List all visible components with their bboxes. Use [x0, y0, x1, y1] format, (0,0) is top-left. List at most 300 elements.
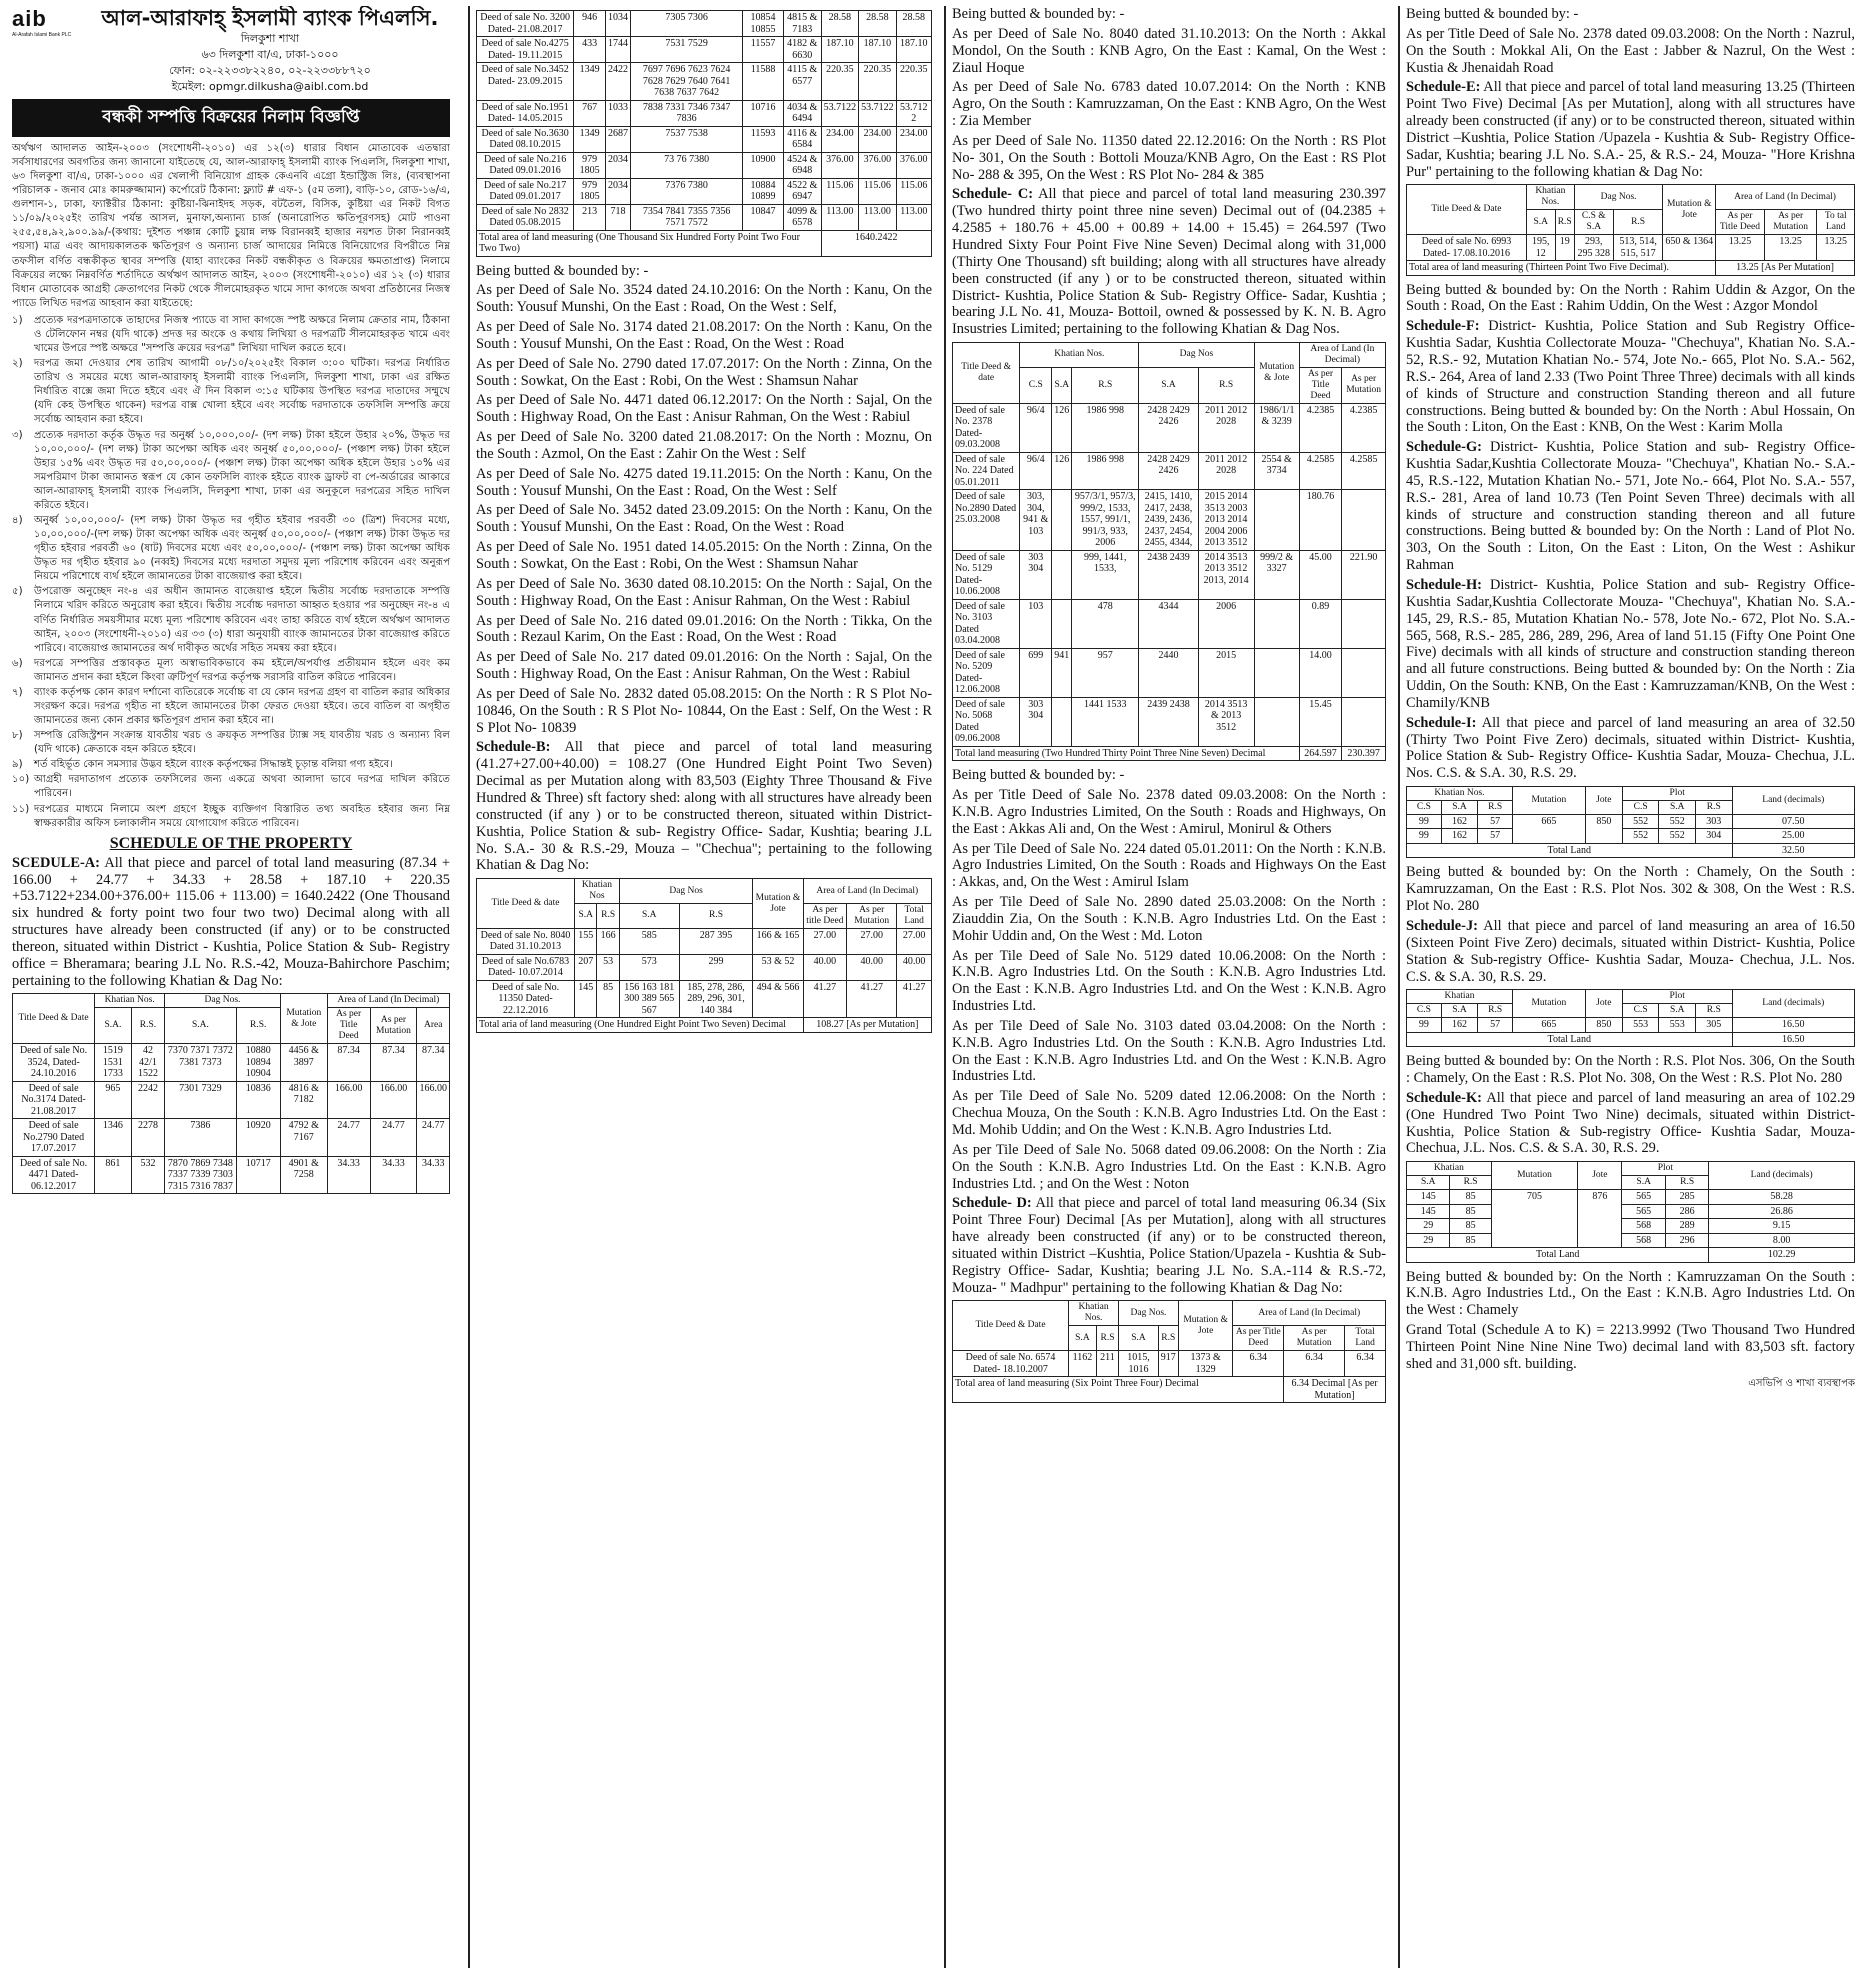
table-cell: 552 [1659, 814, 1696, 829]
table-cell: 4792 & 7167 [280, 1119, 327, 1157]
schedule-c-text: Schedule- C: All that piece and parcel of total land measuring 230.397 (Two hundred thirty point three nine seven) Decimal out of (04.2385 + 4.2585 + 180.76 + 45.00 + 00.89 + 14.00 + 15.45) = 264.597 (Two Hundred Sixty Four Point Five Nine Seven) Decimal along with 31,000 (Thirty One Thousand) sft building; along with all structures have already been constructed (if any ) or to be constructed thereon, situated within District- Kushtia, Police Station & Sub- Registry Office- Sadar, Kushtia ; bearing J.L No. 41, Mouza- Bottoil, owned & possessed by K. N. B. Agro Insustries Limited; pertaining to the following Khatian & Dag Nos. [952, 186, 1386, 338]
table-cell: 7370 7371 7372 7381 7373 [165, 1044, 236, 1082]
table-header-cell: Total Land [897, 904, 932, 929]
table-cell: 213 [574, 204, 606, 230]
bank-header [12, 6, 450, 95]
table-cell: 15.45 [1299, 697, 1341, 746]
table-row [477, 954, 932, 980]
table-cell: 376.00 [896, 152, 931, 178]
table-cell: 296 [1665, 1233, 1708, 1248]
table-cell: 2015 2014 3513 2003 2013 2014 2004 2006 2013 3512 [1198, 490, 1254, 551]
table-cell: 85 [1450, 1204, 1491, 1219]
table-row [477, 100, 932, 126]
table-cell: 85 [597, 980, 619, 1018]
table-cell: 85 [1450, 1190, 1491, 1205]
table-cell: 13.25 [1764, 235, 1817, 261]
column-1 [6, 6, 456, 1968]
table-total-row [1407, 261, 1855, 276]
table-cell: Deed of sale No.1951 Dated- 14.05.2015 [477, 100, 574, 126]
table-cell [1342, 697, 1386, 746]
table-cell: 11588 [743, 63, 784, 101]
table-cell: 34.33 [370, 1156, 417, 1194]
table-cell: 2415, 1410, 2417, 2438, 2439, 2436, 2437, 2454, 2455, 4344, [1139, 490, 1198, 551]
table-cell: 552 [1659, 829, 1696, 844]
table-cell: 2422 [606, 63, 631, 101]
table-cell [1254, 697, 1299, 746]
table-header-cell: Mutation & Jote [1178, 1301, 1233, 1351]
table-header-cell: C.S [1407, 801, 1442, 815]
table-cell: 957/3/1, 957/3, 999/2, 1533, 1557, 991/1, 991/3, 933, 2006 [1072, 490, 1139, 551]
table-header-cell: Land (decimals) [1732, 787, 1854, 815]
table-header-cell: Khatian [1407, 990, 1513, 1004]
table-cell: 4522 & 6947 [783, 178, 821, 204]
table-cell: 10717 [236, 1156, 280, 1194]
table-cell: 1373 & 1329 [1178, 1351, 1233, 1377]
table-cell: 34.33 [327, 1156, 370, 1194]
table-header-cell: Land (decimals) [1709, 1162, 1855, 1190]
table-header-cell: As per Mutation [370, 1008, 417, 1044]
table-cell: 494 & 566 [753, 980, 803, 1018]
table-cell: Deed of sale No.6783 Dated- 10.07.2014 [477, 954, 575, 980]
table-header-cell: S.A. [95, 1008, 132, 1044]
table-header-cell: S.A [1441, 1004, 1478, 1018]
table-cell: 2014 3513 & 2013 3512 [1198, 697, 1254, 746]
condition-item: ৬) দরপত্রে সম্পত্তির প্রস্তাবকৃত মূল্য অস্বাভাবিকভাবে কম হইলে/অপর্যাপ্ত প্রতীয়মান হইলে এবং কম জামানত প্রদান করা হইলে কিংবা ত্রুটিপূর্ণ দরপত্র কর্তৃপক্ষ সরাসরি বাতিল করিতে পারিবেন। [12, 657, 450, 683]
table-cell: 13.25 [As Per Mutation] [1716, 261, 1855, 276]
schedule-e-text: Schedule-E: All that piece and parcel of total land measuring 13.25 (Thirteen Point Two Five) Decimal [As per Mutation], along with all structures have already been constructed (if any) or to be constructed thereon, situated within District –Kushtia, Police Station /Upazela - Kushtia & Sub- Registry Office- Sadar, Kushtia; bearing J.L No. S.A.- 25, & R.S.- 24, Mouza- "Hore Krishna Pur" pertaining to the following khatian & Dag No: [1406, 79, 1855, 180]
table-row [1407, 829, 1855, 844]
table-cell: 2015 [1198, 648, 1254, 697]
bank-name: আল-আরাফাহ্ ইসলামী ব্যাংক পিএলসি. [101, 6, 439, 30]
table-header-cell: As per Mutation [1764, 210, 1817, 235]
table-cell: 11557 [743, 37, 784, 63]
table-cell: 585 [619, 928, 679, 954]
table-row [13, 1044, 450, 1082]
table-header-cell: Khatian Nos. [1407, 787, 1513, 801]
table-cell: 113.00 [821, 204, 859, 230]
table-cell: 187.10 [859, 37, 897, 63]
table-header-cell: R.S [1665, 1176, 1708, 1190]
bound-b-item: As per Deed of Sale No. 8040 dated 31.10.2013: On the North : Akkal Mondol, On the South : KNB Agro, On the East : Kamal, On the West : Ziaul Hoque [952, 25, 1386, 76]
table-cell: 553 [1622, 1018, 1659, 1033]
table-cell: 4815 & 7183 [783, 11, 821, 37]
table-cell: 102.29 [1709, 1248, 1855, 1263]
table-row [13, 1119, 450, 1157]
table-cell: 6.34 Decimal [As per Mutation] [1284, 1377, 1386, 1403]
table-cell: 2438 2439 [1139, 550, 1198, 599]
table-cell: 27.00 [847, 928, 897, 954]
table-cell: 96/4 [1020, 403, 1052, 452]
table-cell: 8.00 [1709, 1233, 1855, 1248]
table-header-cell: Plot [1622, 1162, 1709, 1176]
table-row [13, 1081, 450, 1119]
table-cell: 861 [95, 1156, 132, 1194]
table-cell: 1034 [606, 11, 631, 37]
table-header-cell: Area of Land (In Decimal) [1299, 343, 1385, 368]
schedule-g-text: Schedule-G: District- Kushtia, Police Station and sub- Registry Office- Kushtia Sadar,Kushtia Collectorate Mouza- "Chechuya'', Khatian No.- S.A.- 45, R.S.-122, Mutation Khatian No.- 571, Jote No.- 664, Plot No. S.A.- 557, R.S.- 281, Area of land 10.73 (Ten Point Seven Three) decimals with all kinds of structure and construction standing thereon and all future constructions. Being butted & bounded by: On the North : Land of Plot No. 303, On the South : Liton, On the East : Liton, On the West : Ashikur Rahman [1406, 439, 1855, 574]
table-cell: 115.06 [896, 178, 931, 204]
table-header-cell: Jote [1585, 990, 1622, 1018]
table-header-cell: R.S [1613, 210, 1663, 235]
table-cell: 230.397 [1342, 746, 1386, 761]
table-cell: 946 [574, 11, 606, 37]
schedule-a-table [12, 993, 450, 1194]
table-cell: 10836 [236, 1081, 280, 1119]
table-cell: 162 [1441, 1018, 1478, 1033]
table-cell: 7376 7380 [631, 178, 743, 204]
table-cell: 303, 304, 941 & 103 [1020, 490, 1052, 551]
table-cell: 28.58 [859, 11, 897, 37]
table-cell: Deed of sale No. 5068 Dated 09.06.2008 [953, 697, 1020, 746]
table-cell: Total Land [1407, 843, 1733, 858]
bound-c-title: Being butted & bounded by: - [952, 767, 1125, 784]
table-cell: 305 [1695, 1018, 1732, 1033]
table-row [477, 152, 932, 178]
table-total-row [1407, 1032, 1855, 1047]
condition-item: ৩) প্রত্যেক দরদাতা কর্তৃক উদ্ধৃত দর অনুর্ধ্ব ১০,০০০,০০/- (দশ লক্ষ) টাকা হইলে উহার ২০%, উদ্ধৃত দর ১০,০০,০০০/- (দশ লক্ষ) টাকা অপেক্ষা অধিক এবং অনুর্ধ্ব ৫০,০০,০০০/- (পঞ্চাশ লক্ষ) টাকা হইলে উহার ১৫% এবং উদ্ধৃত দর ৫০,০০,০০০/- (পঞ্চাশ লক্ষ) টাকা অপেক্ষা অধিক হইলে উহার ১০% এর সমপরিমাণ টাকা জামানত স্বরূপ যে কোন তফসিলি ব্যাংক হইতে ব্যাংক ড্রাফট বা পে-অর্ডারের আকারে আল-আরাফাহ্ ইসলামী ব্যাংক পিএলসি, দিলকুশা শাখা, ঢাকা এর অনুকূলে দরপত্রের সহিত দাখিল করিতে হইবে। [12, 429, 450, 511]
table-cell: 4.2385 [1342, 403, 1386, 452]
table-row [477, 928, 932, 954]
table-header-cell: S.A. [165, 1008, 236, 1044]
table-header-cell: R.S [1478, 801, 1513, 815]
table-header-cell: Khatian Nos [575, 879, 620, 904]
table-cell: 2554 & 3734 [1254, 452, 1299, 490]
table-header-cell: Khatian Nos. [1020, 343, 1139, 368]
table-cell: 234.00 [859, 126, 897, 152]
schedule-j-bound: Being butted & bounded by: On the North : R.S. Plot Nos. 306, On the South : Chamely, On the East : R.S. Plot No. 308, On the West : R.S. Plot No. 280 [1406, 1053, 1855, 1087]
table-cell: Deed of sale No.2890 Dated 25.03.2008 [953, 490, 1020, 551]
table-header-cell: Area of Land (In Decimal) [327, 994, 449, 1008]
table-cell: 2278 [131, 1119, 164, 1157]
table-cell: 10716 [743, 100, 784, 126]
bound-c-item: As per Tile Deed of Sale No. 2890 dated 25.03.2008: On the North : Ziauddin Zia, On the South : K.N.B. Agro Industries Ltd. On the East : Mohir Uddin and, On the West : Md. Loton [952, 894, 1386, 944]
table-header-cell: C.S [1622, 1004, 1659, 1018]
condition-item: ৭) ব্যাংক কর্তৃপক্ষ কোন কারণ দর্শানো ব্যতিরেকে সর্বোচ্চ বা যে কোন দরপত্র গ্রহণ বা বাতিল করার অধিকার সংরক্ষণ করে। দরপত্র গৃহীত না হইলে জামানতের টাকা ফেরত দেওয়া হইবে। তবে বাতিল বা অগৃহীত জামানতের জন্য কোন প্রকার ক্ষতিপূরণ প্রদান করা হইবে না। [12, 686, 450, 727]
table-cell: 10854 10855 [743, 11, 784, 37]
schedule-i-bound: Being butted & bounded by: On the North : Chamely, On the South : Kamruzzaman, On the East : R.S. Plot Nos. 302 & 308, On the West : R.S. Plot No. 280 [1406, 864, 1855, 915]
table-header-cell: C.S [1020, 367, 1052, 403]
schedule-e-table [1406, 184, 1855, 275]
table-cell: 299 [679, 954, 753, 980]
table-row [477, 178, 932, 204]
table-cell: 24.77 [370, 1119, 417, 1157]
table-cell: 220.35 [896, 63, 931, 101]
table-cell: 32.50 [1732, 843, 1854, 858]
column-3 [944, 6, 1392, 1968]
branch-name: দিলকুশা শাখা [240, 32, 300, 46]
table-cell: 850 [1585, 1018, 1622, 1033]
table-header-cell: To tal Land [1817, 210, 1855, 235]
table-cell: 7838 7331 7346 7347 7836 [631, 100, 743, 126]
notice-intro: অর্থঋণ আদালত আইন-২০০৩ (সংশোধনী-২০১০) এর ১২(৩) ধারার বিধান মোতাবেক এতদ্বারা সর্বসাধারণের অবগতির জন্য জানানো যাইতেছে যে, আল-আরাফাহ্ ইসলামী ব্যাংক পিএলসি, দিলকুশা শাখা, ৬৩ দিলকুশা বা/এ, ঢাকা-১০০০ এর খেলাপী বিনিয়োগ গ্রাহক কেএনবি এগ্রো ইন্ডাস্ট্রিজ লিঃ, (ব্যবস্থাপনা পরিচালক - জনাব মোঃ কামরুজ্জামান) কর্পোরেট ঠিকানা: ফ্ল্যাট # এফ-১ (৫ম তলা), বাড়ি-১০, রোড-১৬/এ, গুলশান-১, ঢাকা, ফ্যাক্টরীর ঠিকানা: কুষ্টিয়া-ঝিনাইদহ সড়ক, বটতৈল, বিসিক, কুষ্টিয়া এর নিকট বিগত ১১/০৯/২০২৫ইং তারিখ পর্যন্ত আসল, মুনাফা,অন্যান্য চার্জ (অনারোপিত ক্ষতিপূরণসহ) মোট পাওনা ২৫৫,৫৪,৯২,৯০০.৯৯/-(কথায়: দুইশত পঞ্চান্ন কোটি চুয়ান্ন লক্ষ বিরানব্বই হাজার নয়শত টাকা নিরানব্বই পয়সা) মাত্র এবং আদায়কালতক ক্ষতিপূরণ ও অন্যান্য চার্জ আদায়ের নিমিত্তে বিনিয়োগের বিপরীতে নিম্ন তফসীল বর্ণিত বন্ধকীকৃত স্থাবর সম্পত্তি (যাহা ব্যাংকের নিকট বন্ধকীকৃত ও বিক্রয়ের ক্ষমতাপ্রাপ্ত) নিলামে বিক্রয়ের লক্ষ্যে নিম্নবর্ণিত শর্তাদিতে অর্থঋণ আদালত আইন, ২০০৩ (সংশোধনী-২০১০) এর ১২ (৩) ধারার বিধান মোতাবেক আগ্রহী ক্রেতাগণের নিকট থেকে সীলমোহরকৃত খামে সাদা কাগজে অথবা প্রতিষ্ঠানের নিজস্ব প্যাডে লিখিত দরপত্র আহবান করা যাইতেছে: [12, 142, 450, 309]
table-cell: 376.00 [859, 152, 897, 178]
table-cell: 41.27 [897, 980, 932, 1018]
table-cell: 2014 3513 2013 3512 2013, 2014 [1198, 550, 1254, 599]
table-cell: 1441 1533 [1072, 697, 1139, 746]
table-cell: 10880 10894 10904 [236, 1044, 280, 1082]
table-cell: Deed of sale No.3174 Dated- 21.08.2017 [13, 1081, 95, 1119]
table-header-cell: Khatian Nos. [1068, 1301, 1118, 1326]
table-cell: Deed of sale No. 3200 Dated- 21.08.2017 [477, 11, 574, 37]
bound-b-item: As per Deed of Sale No. 6783 dated 10.07.2014: On the North : KNB Agro, On the South : Kamruzzaman, On the East : KNB Agro, On the West : Zia Member [952, 79, 1386, 130]
schedule-f-text: Schedule-F: District- Kushtia, Police Station and Sub Registry Office- Kushtia Sadar, Kushtia Collectorate Mouza- "Chechuya'', Khatian No. S.A.- 52, R.S.- 92, Mutation Khatian No.- 574, Jote No.- 665, Plot No. S.A.- 562, R.S.- 264, Area of land 2.33 (Two Point Three Three) decimals with all kinds of kinds of Structure and construction Standing thereon and all future constructions. Being butted & bounded by: On the North : Abul Hossain, On the South : Liton, On the East : KNB, On the West : Karim Molla [1406, 318, 1855, 436]
bound-c-item: As per Tile Deed of Sale No. 224 dated 05.01.2011: On the North : K.N.B. Agro Industries Limited, On the South : Roads and Highways On the East : Akkas, and, On the West : Amirul Islam [952, 840, 1386, 891]
table-cell: 99 [1407, 829, 1442, 844]
table-total-row [1407, 843, 1855, 858]
table-header-cell: S.A [1441, 801, 1478, 815]
table-cell: 568 [1622, 1233, 1665, 1248]
table-cell: 9.15 [1709, 1219, 1855, 1234]
table-cell: 211 [1096, 1351, 1118, 1377]
table-cell: 1033 [606, 100, 631, 126]
table-cell: Deed of sale No.3452 Dated- 23.09.2015 [477, 63, 574, 101]
table-cell: Total aria of land measuring (One Hundred Eight Point Two Seven) Decimal [477, 1018, 804, 1033]
bound-c-item: As per Tile Deed of Sale No. 3103 dated 03.04.2008: On the North : K.N.B. Agro Industries Ltd. On the South : K.N.B. Agro Industries Ltd. On the East : K.N.B. Agro Industries Ltd. and On the West : K.N.B. Agro Industries Ltd. [952, 1017, 1386, 1085]
table-cell: 4901 & 7258 [280, 1156, 327, 1194]
table-cell: 4.2385 [1299, 403, 1341, 452]
table-cell: 965 [95, 1081, 132, 1119]
table-cell: 565 [1622, 1190, 1665, 1205]
table-header-cell: Mutation & Jote [1663, 185, 1716, 235]
table-cell: 07.50 [1732, 814, 1854, 829]
table-cell: 73 76 7380 [631, 152, 743, 178]
bound-a-item: As per Deed of Sale No. 3524 dated 24.10.2016: On the North : Kanu, On the South: Yousuf Munshi, On the East : Road, On the West : Self, [476, 282, 932, 316]
table-header-cell: Dag Nos. [165, 994, 281, 1008]
table-row [477, 126, 932, 152]
table-row [13, 1156, 450, 1194]
table-cell: Deed of sale No.3630 Dated 08.10.2015 [477, 126, 574, 152]
table-cell: 705 [1491, 1190, 1578, 1248]
table-cell: 999/2 & 3327 [1254, 550, 1299, 599]
table-cell: 115.06 [859, 178, 897, 204]
condition-item: ৫) উপরোক্ত অনুচ্ছেদ নং-৪ এর অধীন জামানত বাজেয়াপ্ত হইলে দ্বিতীয় সর্বোচ্চ দরদাতাকে সম্পত্তি নিলামে খরিদ করিতে অনুরোধ করা হইবে। দ্বিতীয় সর্বোচ্চ দরদাতা আহ্বত হওয়ার পর অনুচ্ছেদ নং-৪ এ বর্ণিত নির্ধারিত সময়সীমার মধ্যে মূল্য পরিশোধ করিবেন এবং তাহা করিতে ব্যর্থ হইলে অর্থঋণ আদালত আইন, ২০০৩ (সংশোধনী-২০১০) এর ৩৩ (৩) ধারা অনুযায়ী ব্যাংক জামানতের টাকা বাজেয়াপ্ত করিতে পারিবে। বাজেয়াপ্ত জামানতের অর্থ দাবীকৃত অর্থের সহিত সমন্বয় করা হইবে। [12, 586, 450, 654]
schedule-b-text: Schedule-B: All that piece and parcel of total land measuring (41.27+27.00+40.00) = 108.27 (One Hundred Eight Point Two Seven) Decimal as per Mutation along with 83,503 (Eighty Three Thousand & Five Hundred & Three) sft factory shed: along with all structures have already been constructed (if any ) or to be constructed thereon, situated within District- Kushtia, Police Station & sub- Registry Office- Sadar, Kushtia; bearing J.L No. S.A.- 30 & R.S.-29, Mouza – "Chechua"; pertaining to the following Khatian & Dag No: [476, 739, 932, 874]
table-row [953, 490, 1386, 551]
table-cell: 103 [1020, 599, 1052, 648]
table-cell: 24.77 [417, 1119, 450, 1157]
table-cell: 221.90 [1342, 550, 1386, 599]
table-cell: 979 1805 [574, 178, 606, 204]
schedule-i-table [1406, 786, 1855, 858]
table-row [477, 11, 932, 37]
table-cell: 2034 [606, 178, 631, 204]
table-cell: 166.00 [370, 1081, 417, 1119]
condition-item: ১১) দরপত্রের মাধ্যমে নিলামে অংশ গ্রহণে ইচ্ছুক ব্যক্তিগণ বিস্তারিত তথ্য অবহিত হইবার জন্য নিম্ন স্বাক্ষরকারীর অফিস চলাকালীন সময়ে যোগাযোগ করিতে পারিবেন। [12, 803, 450, 829]
table-cell: 234.00 [896, 126, 931, 152]
table-header-cell: As per title Deed [803, 904, 846, 929]
table-cell: 1519 1531 1733 [95, 1044, 132, 1082]
bound-a-item: As per Deed of Sale No. 3452 dated 23.09.2015: On the North : Kanu, On the South : Yousuf Munshi, On the East : Road, On the West : Road [476, 502, 932, 536]
table-cell: 108.27 [As per Mutation] [803, 1018, 931, 1033]
table-cell: 85 [1450, 1233, 1491, 1248]
table-cell: 4116 & 6584 [783, 126, 821, 152]
table-cell: Deed of sale No.216 Dated 09.01.2016 [477, 152, 574, 178]
table-cell: 957 [1072, 648, 1139, 697]
table-cell: 0.89 [1299, 599, 1341, 648]
table-cell: 53 & 52 [753, 954, 803, 980]
table-cell: 234.00 [821, 126, 859, 152]
table-cell: 287 395 [679, 928, 753, 954]
table-cell: 57 [1478, 829, 1513, 844]
table-cell: 2006 [1198, 599, 1254, 648]
table-cell: 96/4 [1020, 452, 1052, 490]
logo-mark: aib [12, 6, 47, 31]
table-cell: 145 [1407, 1190, 1450, 1205]
table-header-cell: S.A [1526, 210, 1555, 235]
table-cell: 573 [619, 954, 679, 980]
table-total-row [477, 1018, 932, 1033]
table-header-cell: S.A [575, 904, 597, 929]
table-cell: 53.712 2 [896, 100, 931, 126]
table-row [953, 403, 1386, 452]
table-total-row [477, 230, 932, 256]
table-cell: 7697 7696 7623 7624 7628 7629 7640 7641 7638 7637 7642 [631, 63, 743, 101]
bound-c-item: As per Title Deed of Sale No. 2378 dated 09.03.2008: On the North : K.N.B. Agro Industries Limited, On the South : Roads and Highways, On the East : Akkas Ali and, On the West : Amirul, Monirul & Others [952, 786, 1386, 837]
table-row [1407, 1233, 1855, 1248]
table-cell [1052, 490, 1072, 551]
table-cell: Deed of sale No. 224 Dated 05.01.2011 [953, 452, 1020, 490]
table-cell: 553 [1659, 1018, 1696, 1033]
table-cell: 41.27 [847, 980, 897, 1018]
table-total-row [1407, 1248, 1855, 1263]
table-header-cell: R.S. [131, 1008, 164, 1044]
bank-phone: ফোন: ০২-২২৩৩৮২২৪০, ০২-২২৩৩৮৮৭২০ [169, 64, 371, 78]
table-cell: 2687 [606, 126, 631, 152]
table-cell: 207 [575, 954, 597, 980]
bound-a-item: As per Deed of Sale No. 2832 dated 05.08.2015: On the North : R S Plot No- 10846, On the South : R S Plot No- 10844, On the East : Self, On the West : R S Plot No- 10839 [476, 685, 932, 736]
table-cell: 16.50 [1732, 1018, 1854, 1033]
table-cell: 11593 [743, 126, 784, 152]
table-cell: 1349 [574, 63, 606, 101]
table-cell: 7354 7841 7355 7356 7571 7572 [631, 204, 743, 230]
table-cell: 156 163 181 300 389 565 567 [619, 980, 679, 1018]
table-header-cell: Land (decimals) [1732, 990, 1854, 1018]
table-cell: 304 [1695, 829, 1732, 844]
table-header-cell: Title Deed & Date [13, 994, 95, 1044]
table-cell: 57 [1478, 814, 1513, 829]
table-cell: 16.50 [1732, 1032, 1854, 1047]
table-header-cell: Mutation [1512, 990, 1585, 1018]
table-row [477, 63, 932, 101]
table-cell: 1640.2422 [821, 230, 931, 256]
table-cell: 478 [1072, 599, 1139, 648]
table-cell: 376.00 [821, 152, 859, 178]
table-header-cell: R.S [1450, 1176, 1491, 1190]
table-cell: 187.10 [821, 37, 859, 63]
table-cell: 2439 2438 [1139, 697, 1198, 746]
table-cell: 2242 [131, 1081, 164, 1119]
table-cell: 41.27 [803, 980, 846, 1018]
table-cell: 2011 2012 2028 [1198, 403, 1254, 452]
table-cell: 850 [1585, 814, 1622, 843]
table-cell: 532 [131, 1156, 164, 1194]
table-header-cell: Title Deed & date [477, 879, 575, 929]
table-cell: 166 & 165 [753, 928, 803, 954]
table-header-cell: As per Mutation [847, 904, 897, 929]
table-cell: 568 [1622, 1219, 1665, 1234]
table-header-cell: Plot [1622, 787, 1732, 801]
table-header-cell: Dag Nos. [1574, 185, 1663, 210]
table-cell: 1346 [95, 1119, 132, 1157]
bound-d-title: Being butted & bounded by: - [1406, 6, 1579, 22]
table-header-cell: Area of Land (In Decimal) [803, 879, 931, 904]
table-header-cell: Mutation & Jote [280, 994, 327, 1044]
table-cell: 4524 & 6948 [783, 152, 821, 178]
table-cell: 99 [1407, 814, 1442, 829]
table-cell: 665 [1512, 814, 1585, 843]
table-cell: 1986 998 [1072, 452, 1139, 490]
table-cell: 145 [575, 980, 597, 1018]
table-cell: 99 [1407, 1018, 1442, 1033]
bound-a-item: As per Deed of Sale No. 3630 dated 08.10.2015: On the North : Sajal, On the South : Highway Road, On the East : Anisur Rahman, On the West : Rabiul [476, 575, 932, 609]
bound-b-title: Being butted & bounded by: - [952, 6, 1125, 22]
table-row [953, 697, 1386, 746]
table-cell: 180.76 [1299, 490, 1341, 551]
table-cell: Deed of sale No.2790 Dated 17.07.2017 [13, 1119, 95, 1157]
table-header-cell: Title Deed & Date [1407, 185, 1527, 235]
table-cell: Deed of sale No.217 Dated 09.01.2017 [477, 178, 574, 204]
table-header-cell: R.S [1478, 1004, 1513, 1018]
table-header-cell: C.S [1407, 1004, 1442, 1018]
table-cell: 2428 2429 2426 [1139, 452, 1198, 490]
table-cell: 7870 7869 7348 7337 7339 7303 7315 7316 7837 [165, 1156, 236, 1194]
table-cell: Deed of sale No. 5209 Dated- 12.06.2008 [953, 648, 1020, 697]
bound-c-item: As per Tile Deed of Sale No. 5068 dated 09.06.2008: On the North : Zia On the South : K.N.B. Agro Industries Ltd. On the East : K.N.B. Agro Industries Ltd. ; and On the West : Noton [952, 1141, 1386, 1192]
table-cell: Deed of sale No. 4471 Dated- 06.12.2017 [13, 1156, 95, 1194]
table-cell: 4816 & 7182 [280, 1081, 327, 1119]
table-header-cell: S.A [1139, 367, 1198, 403]
table-cell: 289 [1665, 1219, 1708, 1234]
schedule-heading: SCHEDULE OF THE PROPERTY [109, 834, 353, 852]
table-header-cell: S.A [1622, 1176, 1665, 1190]
table-cell: 665 [1512, 1018, 1585, 1033]
table-cell: 40.00 [847, 954, 897, 980]
table-cell: 303 304 [1020, 697, 1052, 746]
table-cell: 552 [1622, 814, 1659, 829]
table-cell: 650 & 1364 [1663, 235, 1716, 261]
table-row [1407, 1204, 1855, 1219]
table-cell: 40.00 [803, 954, 846, 980]
table-cell: 303 [1695, 814, 1732, 829]
table-cell: 6.34 [1284, 1351, 1345, 1377]
table-cell: 7301 7329 [165, 1081, 236, 1119]
table-row [1407, 235, 1855, 261]
column-4 [1398, 6, 1861, 1968]
table-cell: 53.7122 [821, 100, 859, 126]
schedule-c-table [952, 342, 1386, 761]
table-cell: 7537 7538 [631, 126, 743, 152]
table-cell: 1015, 1016 [1119, 1351, 1159, 1377]
table-cell: 303 304 [1020, 550, 1052, 599]
table-cell: Deed of sale No. 3103 Dated 03.04.2008 [953, 599, 1020, 648]
schedule-a-text: SCEDULE-A: All that piece and parcel of total land measuring (87.34 + 166.00 + 24.77 + 34.33 + 28.58 + 187.10 + 220.35 +53.7122+234.00+376.00+ 115.06 + 113.00) = 1640.2422 (One Thousand six hundred & forty point two four two two) Decimal along with all structures have already been constructed (if any) or to be constructed thereon, situated within District - Kushtia, Police Station & Sub- Registry office = Bheramara; bearing J.L No. R.S.-42, Mouza-Bahirchore Paschim; pertaining to the following Khatian & Dag No: [12, 854, 450, 989]
schedule-b-table [476, 878, 932, 1033]
table-row [953, 1351, 1386, 1377]
table-cell: Total Land [1407, 1032, 1733, 1047]
table-cell: 433 [574, 37, 606, 63]
table-header-cell: C.S & S.A [1574, 210, 1613, 235]
table-cell: Total area of land measuring (Thirteen Point Two Five Decimal). [1407, 261, 1716, 276]
column-2 [468, 6, 938, 1968]
table-cell: 40.00 [897, 954, 932, 980]
table-cell: 87.34 [370, 1044, 417, 1082]
bound-b-item: As per Deed of Sale No. 11350 dated 22.12.2016: On the North : RS Plot No- 301, On the South : Bottoli Mouza/KNB Agro, On the East : RS Plot No- 288 & 395, On the West : RS Plot No- 284 & 385 [952, 132, 1386, 183]
bound-a-title: Being butted & bounded by: - [476, 262, 649, 279]
schedule-d-text: Schedule- D: All that piece and parcel of total land measuring 06.34 (Six Point Three Four) Decimal [As per Mutation], along with all structures have already been constructed (if any) or to be constructed thereon, situated within District –Kushtia, Police Station/Upazela - Kushtia & Sub- Registry Office- Sadar, Kushtia; bearing J.L No. S.A.-114 & R.S.-72, Mouza- " Madhpur" pertaining to the following Khatian & Dag No: [952, 1195, 1386, 1296]
table-cell: 2034 [606, 152, 631, 178]
table-header-cell: S.A [619, 904, 679, 929]
table-cell: 187.10 [896, 37, 931, 63]
